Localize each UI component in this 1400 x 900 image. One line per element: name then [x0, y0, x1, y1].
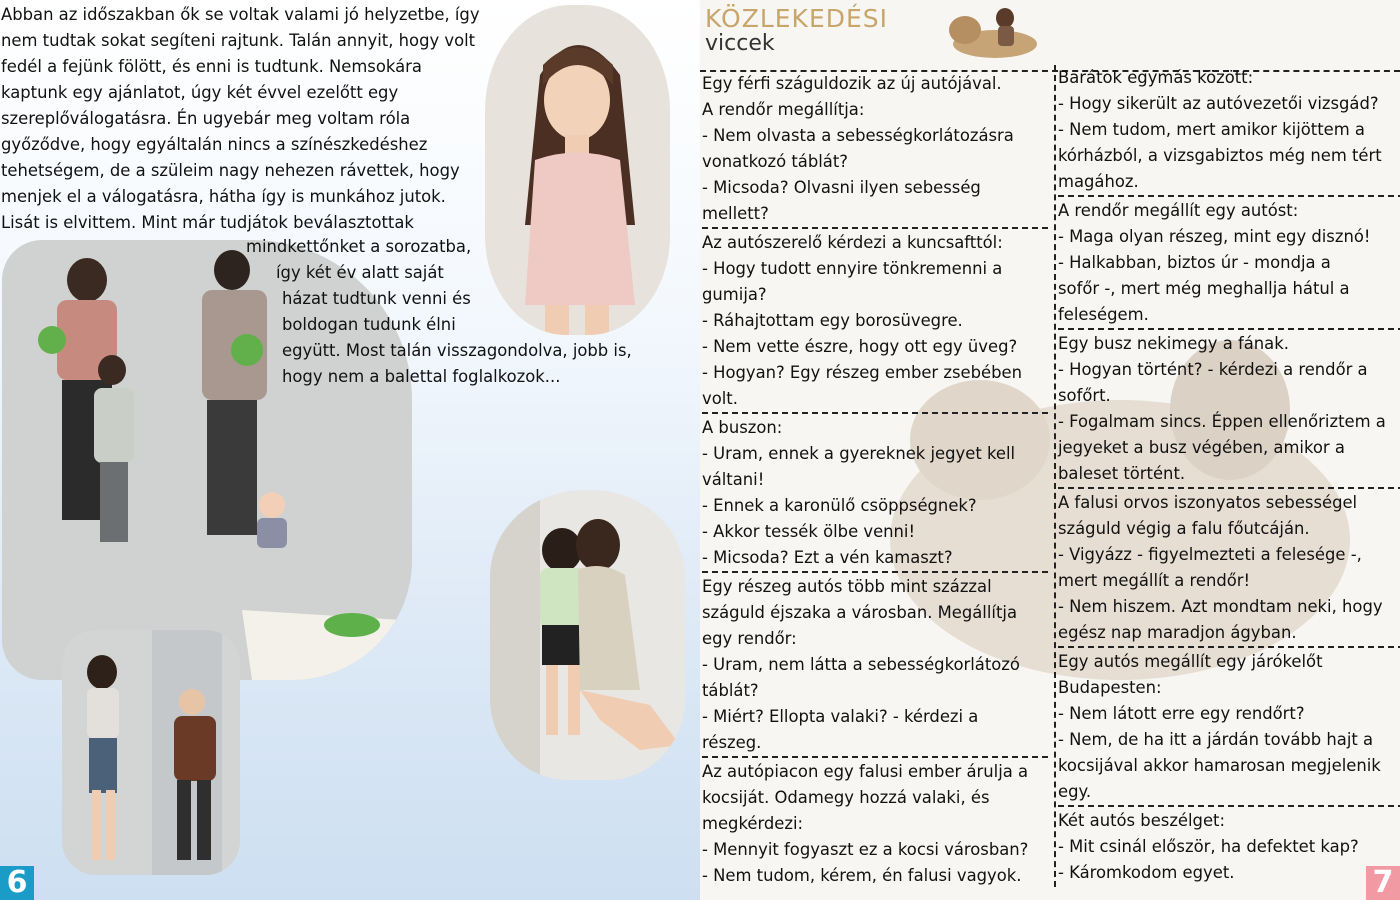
joke-line: Egy részeg autós több mint százzal	[702, 577, 992, 596]
joke-line: - Hogyan történt? - kérdezi a rendőr a	[1058, 360, 1368, 379]
joke-line: - Vigyázz - figyelmezteti a felesége -,	[1058, 545, 1362, 564]
joke-line: - Hogy tudott ennyire tönkremenni a	[702, 259, 1003, 278]
page-title: KÖZLEKEDÉSI	[705, 4, 889, 33]
joke-block	[1058, 649, 1400, 807]
joke-line: váltani!	[702, 470, 765, 489]
story-line: együtt. Most talán visszagondolva, jobb is,	[282, 341, 632, 360]
joke-line: - Uram, ennek a gyereknek jegyet kell	[702, 444, 1016, 463]
joke-block	[1058, 808, 1400, 886]
joke-line: - Mit csinál először, ha defektet kap?	[1058, 837, 1359, 856]
joke-line: - Nem, de ha itt a járdán tovább hajt a	[1058, 730, 1374, 749]
joke-line: táblát?	[702, 681, 759, 700]
dog-and-child-illustration	[935, 2, 1045, 62]
joke-line: vonatkozó táblát?	[702, 152, 848, 171]
story-line: házat tudtunk venni és	[282, 289, 471, 308]
joke-block	[702, 71, 1048, 229]
story-line: kaptunk egy ajánlatot, úgy két évvel ezelőtt egy	[1, 83, 399, 102]
joke-line: gumija?	[702, 285, 767, 304]
joke-line: feleségem.	[1058, 305, 1149, 324]
joke-line: A rendőr megállít egy autóst:	[1058, 201, 1299, 220]
joke-line: Egy férfi száguldozik az új autójával.	[702, 74, 1002, 93]
joke-line: - Nem tudom, mert amikor kijöttem a	[1058, 120, 1365, 139]
joke-line: - Nem vette észre, hogy ott egy üveg?	[702, 337, 1018, 356]
joke-line: megkérdezi:	[702, 814, 804, 833]
joke-line: egy rendőr:	[702, 629, 797, 648]
joke-line: száguld éjszaka a városban. Megállítja	[702, 603, 1017, 622]
joke-line: mellett?	[702, 204, 769, 223]
story-line: így két év alatt saját	[276, 263, 444, 282]
joke-line: - Akkor tessék ölbe venni!	[702, 522, 916, 541]
joke-line: - Fogalmam sincs. Éppen ellenőriztem a	[1058, 412, 1386, 431]
page-subtitle: viccek	[705, 31, 775, 56]
joke-line: - Micsoda? Ezt a vén kamaszt?	[702, 548, 953, 567]
joke-line: Budapesten:	[1058, 678, 1162, 697]
joke-line: - Ennek a karonülő csöppségnek?	[702, 496, 977, 515]
photo-sisters-hug	[490, 490, 685, 780]
joke-line: egész nap maradjon ágyban.	[1058, 623, 1297, 642]
story-text	[1, 2, 506, 236]
joke-line: Egy busz nekimegy a fának.	[1058, 334, 1289, 353]
joke-block	[702, 415, 1048, 573]
joke-block	[1058, 490, 1400, 648]
joke-line: A buszon:	[702, 418, 783, 437]
joke-line: Az autószerelő kérdezi a kuncsafttól:	[702, 233, 1003, 252]
joke-block	[702, 759, 1048, 889]
joke-line: Két autós beszélget:	[1058, 811, 1225, 830]
joke-line: Az autópiacon egy falusi ember árulja a	[702, 762, 1029, 781]
joke-line: - Hogy sikerült az autóvezetői vizsgád?	[1058, 94, 1379, 113]
joke-block	[1058, 65, 1400, 197]
story-text-continued	[246, 234, 692, 390]
joke-line: A falusi orvos iszonyatos sebességel	[1058, 493, 1358, 512]
joke-line: sofőr -, mert még meghallja hátul a	[1058, 279, 1350, 298]
story-line: boldogan tudunk élni	[282, 315, 456, 334]
story-line: tehetségem, de a szüleim nagy nehezen rávettek, hogy	[1, 161, 460, 180]
joke-line: baleset történt.	[1058, 464, 1186, 483]
joke-line: - Ráhajtottam egy borosüvegre.	[702, 311, 963, 330]
joke-line: sofőrt.	[1058, 386, 1111, 405]
joke-line: száguld végig a falu főutcáján.	[1058, 519, 1310, 538]
joke-line: kórházból, a vizsgabiztos még nem tért	[1058, 146, 1382, 165]
joke-line: egy.	[1058, 782, 1092, 801]
joke-line: - Nem olvasta a sebességkorlátozásra	[702, 126, 1014, 145]
joke-line: részeg.	[702, 733, 762, 752]
joke-line: - Mennyit fogyaszt ez a kocsi városban?	[702, 840, 1029, 859]
page-heading	[705, 4, 888, 56]
joke-block	[1058, 331, 1400, 489]
story-line: szereplőválogatásra. Én ugyebár meg voltam róla	[1, 109, 411, 128]
story-line: Lisát is elvittem. Mint már tudjátok beválasztottak	[1, 213, 414, 232]
page-number-left: 6	[0, 866, 34, 900]
joke-line: - Maga olyan részeg, mint egy disznó!	[1058, 227, 1371, 246]
joke-line: kocsijával akkor hamarosan megjelenik	[1058, 756, 1381, 775]
joke-line: - Micsoda? Olvasni ilyen sebesség	[702, 178, 981, 197]
joke-line: A rendőr megállítja:	[702, 100, 865, 119]
joke-line: mert megállít a rendőr!	[1058, 571, 1251, 590]
joke-line: jegyeket a busz végében, amikor a	[1058, 438, 1345, 457]
photo-couple-dance	[62, 630, 240, 875]
joke-line: magához.	[1058, 172, 1139, 191]
jokes-column-left	[702, 71, 1048, 890]
joke-line: kocsiját. Odamegy hozzá valaki, és	[702, 788, 990, 807]
story-line: nem tudtak sokat segíteni rajtunk. Talán annyit, hogy volt	[1, 31, 476, 50]
joke-line: - Miért? Ellopta valaki? - kérdezi a	[702, 707, 979, 726]
story-line: győződve, hogy egyáltalán nincs a színészkedéshez	[1, 135, 428, 154]
joke-line: Egy autós megállít egy járókelőt	[1058, 652, 1323, 671]
joke-line: Barátok egymás között:	[1058, 68, 1254, 87]
joke-line: - Hogyan? Egy részeg ember zsebében	[702, 363, 1022, 382]
page-number-right: 7	[1366, 866, 1400, 900]
joke-line: - Halkabban, biztos úr - mondja a	[1058, 253, 1331, 272]
joke-block	[702, 574, 1048, 758]
story-line: mindkettőnket a sorozatba,	[246, 237, 472, 256]
joke-block	[702, 230, 1048, 414]
story-line: Abban az időszakban ők se voltak valami jó helyzetbe, így	[1, 5, 480, 24]
joke-line: - Nem látott erre egy rendőrt?	[1058, 704, 1305, 723]
jokes-column-right	[1054, 65, 1400, 887]
story-line: menjek el a válogatásra, hátha így is munkához jutok.	[1, 187, 446, 206]
story-line: fedél a fejünk fölött, és enni is tudtunk. Nemsokára	[1, 57, 422, 76]
joke-line: - Nem hiszem. Azt mondtam neki, hogy	[1058, 597, 1383, 616]
story-line: hogy nem a balettal foglalkozok...	[282, 367, 561, 386]
joke-line: volt.	[702, 389, 738, 408]
joke-block	[1058, 198, 1400, 330]
right-page	[700, 0, 1400, 900]
joke-line: - Nem tudom, kérem, én falusi vagyok.	[702, 866, 1022, 885]
joke-line: - Káromkodom egyet.	[1058, 863, 1235, 882]
joke-line: - Uram, nem látta a sebességkorlátozó	[702, 655, 1020, 674]
